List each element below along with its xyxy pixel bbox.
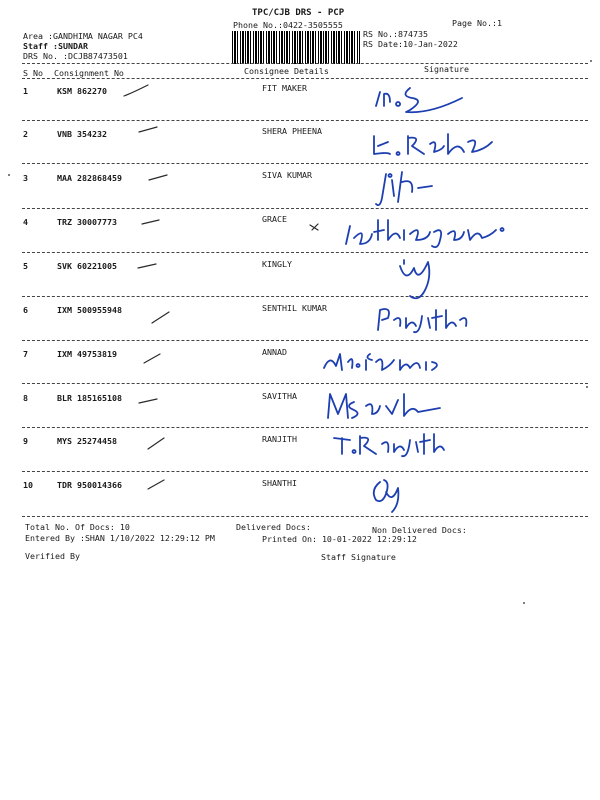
row-consignee: RANJITH	[262, 434, 297, 444]
tick-mark	[308, 222, 322, 232]
row-consignee: ANNAD	[262, 347, 287, 357]
tick-mark	[137, 396, 167, 406]
staff-field: Staff :SUNDAR	[23, 41, 88, 51]
signature-row-3	[372, 168, 442, 212]
row-sno: 9	[23, 436, 28, 446]
tick-mark	[122, 84, 152, 98]
signature-row-5	[392, 254, 452, 304]
row-consignment: MYS 25274458	[57, 436, 117, 446]
row-divider	[22, 340, 588, 341]
area-field: Area :GANDHIMA NAGAR PC4	[23, 31, 143, 41]
row-consignee: GRACE	[262, 214, 287, 224]
total-docs: Total No. Of Docs: 10	[25, 522, 130, 532]
row-divider	[22, 471, 588, 472]
page-number: Page No.:1	[452, 18, 502, 28]
signature-row-8	[320, 388, 450, 424]
col-consignee: Consignee Details	[244, 66, 329, 76]
tick-mark	[142, 352, 172, 366]
row-divider	[22, 427, 588, 428]
row-consignment: BLR 185165108	[57, 393, 122, 403]
row-divider	[22, 296, 588, 297]
row-consignment: TRZ 30007773	[57, 217, 117, 227]
row-consignee: KINGLY	[262, 259, 292, 269]
header-divider-bottom	[22, 78, 588, 79]
header-divider-top	[22, 63, 588, 64]
drs-number: DRS No. :DCJB87473501	[23, 51, 128, 61]
row-consignee: SIVA KUMAR	[262, 170, 312, 180]
row-divider	[22, 120, 588, 121]
col-consignment: Consignment No	[54, 68, 124, 78]
tick-mark	[150, 310, 180, 326]
signature-row-1	[370, 84, 470, 120]
row-divider	[22, 516, 588, 517]
row-consignment: IXM 49753819	[57, 349, 117, 359]
signature-row-9	[330, 428, 470, 458]
tick-mark	[136, 261, 166, 271]
row-consignee: SENTHIL KUMAR	[262, 303, 327, 313]
verified-by: Verified By	[25, 551, 80, 561]
phone-number: Phone No.:0422-3505555	[233, 20, 343, 30]
scan-speck	[8, 174, 10, 176]
row-consignee: SHANTHI	[262, 478, 297, 488]
row-consignment: TDR 950014366	[57, 480, 122, 490]
staff-signature-label: Staff Signature	[321, 552, 396, 562]
row-sno: 1	[23, 86, 28, 96]
tick-mark	[140, 217, 170, 227]
row-sno: 3	[23, 173, 28, 183]
row-consignment: KSM 862270	[57, 86, 107, 96]
row-sno: 4	[23, 217, 28, 227]
row-consignee: SAVITHA	[262, 391, 297, 401]
row-divider	[22, 208, 588, 209]
signature-row-10	[366, 474, 416, 514]
signature-row-6	[372, 300, 472, 336]
row-sno: 7	[23, 349, 28, 359]
report-title: TPC/CJB DRS - PCP	[252, 8, 345, 18]
row-sno: 5	[23, 261, 28, 271]
row-sno: 2	[23, 129, 28, 139]
entered-by: Entered By :SHAN 1/10/2022 12:29:12 PM	[25, 533, 215, 543]
col-signature: Signature	[424, 64, 469, 74]
signature-row-7	[318, 344, 458, 380]
row-sno: 8	[23, 393, 28, 403]
tick-mark	[146, 436, 176, 452]
col-sno: S No	[23, 68, 43, 78]
scan-speck	[586, 386, 588, 388]
row-divider	[22, 252, 588, 253]
row-consignee: FIT MAKER	[262, 83, 307, 93]
delivered-docs: Delivered Docs:	[236, 522, 311, 532]
tick-mark	[146, 478, 176, 492]
scan-speck	[590, 60, 592, 62]
row-consignment: SVK 60221005	[57, 261, 117, 271]
tick-mark	[137, 124, 167, 134]
row-divider	[22, 163, 588, 164]
rs-number: RS No.:874735	[363, 29, 428, 39]
rs-date: RS Date:10-Jan-2022	[363, 39, 458, 49]
row-consignment: VNB 354232	[57, 129, 107, 139]
row-consignment: MAA 282868459	[57, 173, 122, 183]
row-sno: 6	[23, 305, 28, 315]
printed-on: Printed On: 10-01-2022 12:29:12	[262, 534, 417, 544]
signature-row-4	[340, 210, 540, 250]
non-delivered-docs: Non Delivered Docs:	[372, 525, 467, 535]
row-consignee: SHERA PHEENA	[262, 126, 322, 136]
row-divider	[22, 383, 588, 384]
row-sno: 10	[23, 480, 33, 490]
tick-mark	[147, 172, 177, 182]
barcode-image	[232, 31, 360, 64]
row-consignment: IXM 500955948	[57, 305, 122, 315]
scan-speck	[523, 602, 525, 604]
signature-row-2	[368, 128, 508, 162]
